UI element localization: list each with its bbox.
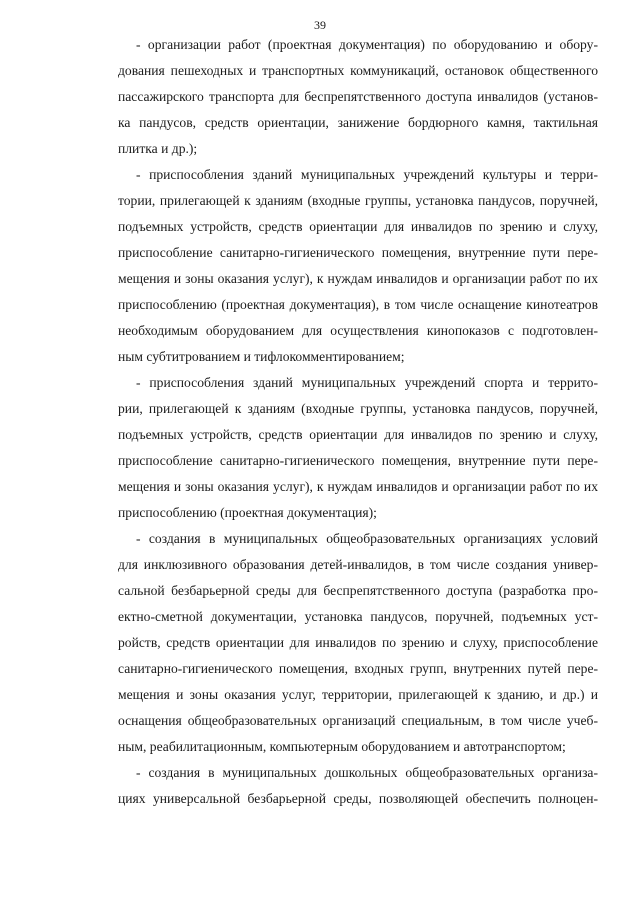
text-line: - приспособления зданий муниципальных учреждений культуры и терри- (136, 167, 598, 182)
text-line: - организации работ (проектная документация) по оборудованию и обору- (136, 37, 598, 52)
text-line: сальной безбарьерной среды для беспрепятственного доступа (разработка про- (118, 583, 598, 598)
text-line: мещения и зоны оказания услуг), к нуждам инвалидов и организации работ по их (118, 271, 598, 286)
text-line: - создания в муниципальных общеобразовательных организациях условий (136, 531, 598, 546)
text-line: приспособлению (проектная документация); (118, 505, 377, 520)
text-line: для инклюзивного образования детей-инвалидов, в том числе создания универ- (118, 557, 598, 572)
text-line: приспособлению (проектная документация), в том числе оснащение кинотеатров (118, 297, 598, 312)
text-line: необходимым оборудованием для осуществления кинопоказов с подготовлен- (118, 323, 598, 338)
text-line: тории, прилегающей к зданиям (входные группы, установка пандусов, поручней, (118, 193, 598, 208)
body-text (118, 32, 598, 812)
text-line: подъемных устройств, средств ориентации для инвалидов по зрению и слуху, (118, 219, 598, 234)
paragraph-roads (118, 32, 598, 162)
text-line: подъемных устройств, средств ориентации для инвалидов по зрению и слуху, (118, 427, 598, 442)
text-line: рии, прилегающей к зданиям (входные группы, установка пандусов, поручней, (118, 401, 598, 416)
text-line: ройств, средств ориентации для инвалидов по зрению и слуху, приспособление (118, 635, 598, 650)
paragraph-preschool (118, 760, 598, 812)
text-line: санитарно-гигиенического помещения, входных групп, внутренних путей пере- (118, 661, 598, 676)
text-line: мещения и зоны оказания услуг, территории, прилегающей к зданию, и др.) и (118, 687, 598, 702)
text-line: оснащения общеобразовательных организаций специальным, в том числе учеб- (118, 713, 598, 728)
text-line: дования пешеходных и транспортных коммуникаций, остановок общественного (118, 63, 598, 78)
text-line: приспособление санитарно-гигиенического помещения, внутренние пути пере- (118, 245, 598, 260)
text-line: ным, реабилитационным, компьютерным оборудованием и автотранспортом; (118, 739, 566, 754)
text-line: ектно-сметной документации, установка пандусов, поручней, подъемных уст- (118, 609, 598, 624)
text-line: - создания в муниципальных дошкольных общеобразовательных организа- (136, 765, 598, 780)
text-line: пассажирского транспорта для беспрепятственного доступа инвалидов (установ- (118, 89, 598, 104)
paragraph-schools (118, 526, 598, 760)
text-line: ка пандусов, средств ориентации, занижение бордюрного камня, тактильная (118, 115, 598, 130)
paragraph-culture (118, 162, 598, 370)
text-line: приспособление санитарно-гигиенического помещения, внутренние пути пере- (118, 453, 598, 468)
text-line: циях универсальной безбарьерной среды, позволяющей обеспечить полноцен- (118, 791, 598, 806)
text-line: плитка и др.); (118, 141, 198, 156)
paragraph-sport (118, 370, 598, 526)
page-number: 39 (314, 18, 326, 32)
text-line: мещения и зоны оказания услуг), к нуждам инвалидов и организации работ по их (118, 479, 598, 494)
text-line: - приспособления зданий муниципальных учреждений спорта и террито- (136, 375, 598, 390)
text-line: ным субтитрованием и тифлокомментированием; (118, 349, 405, 364)
